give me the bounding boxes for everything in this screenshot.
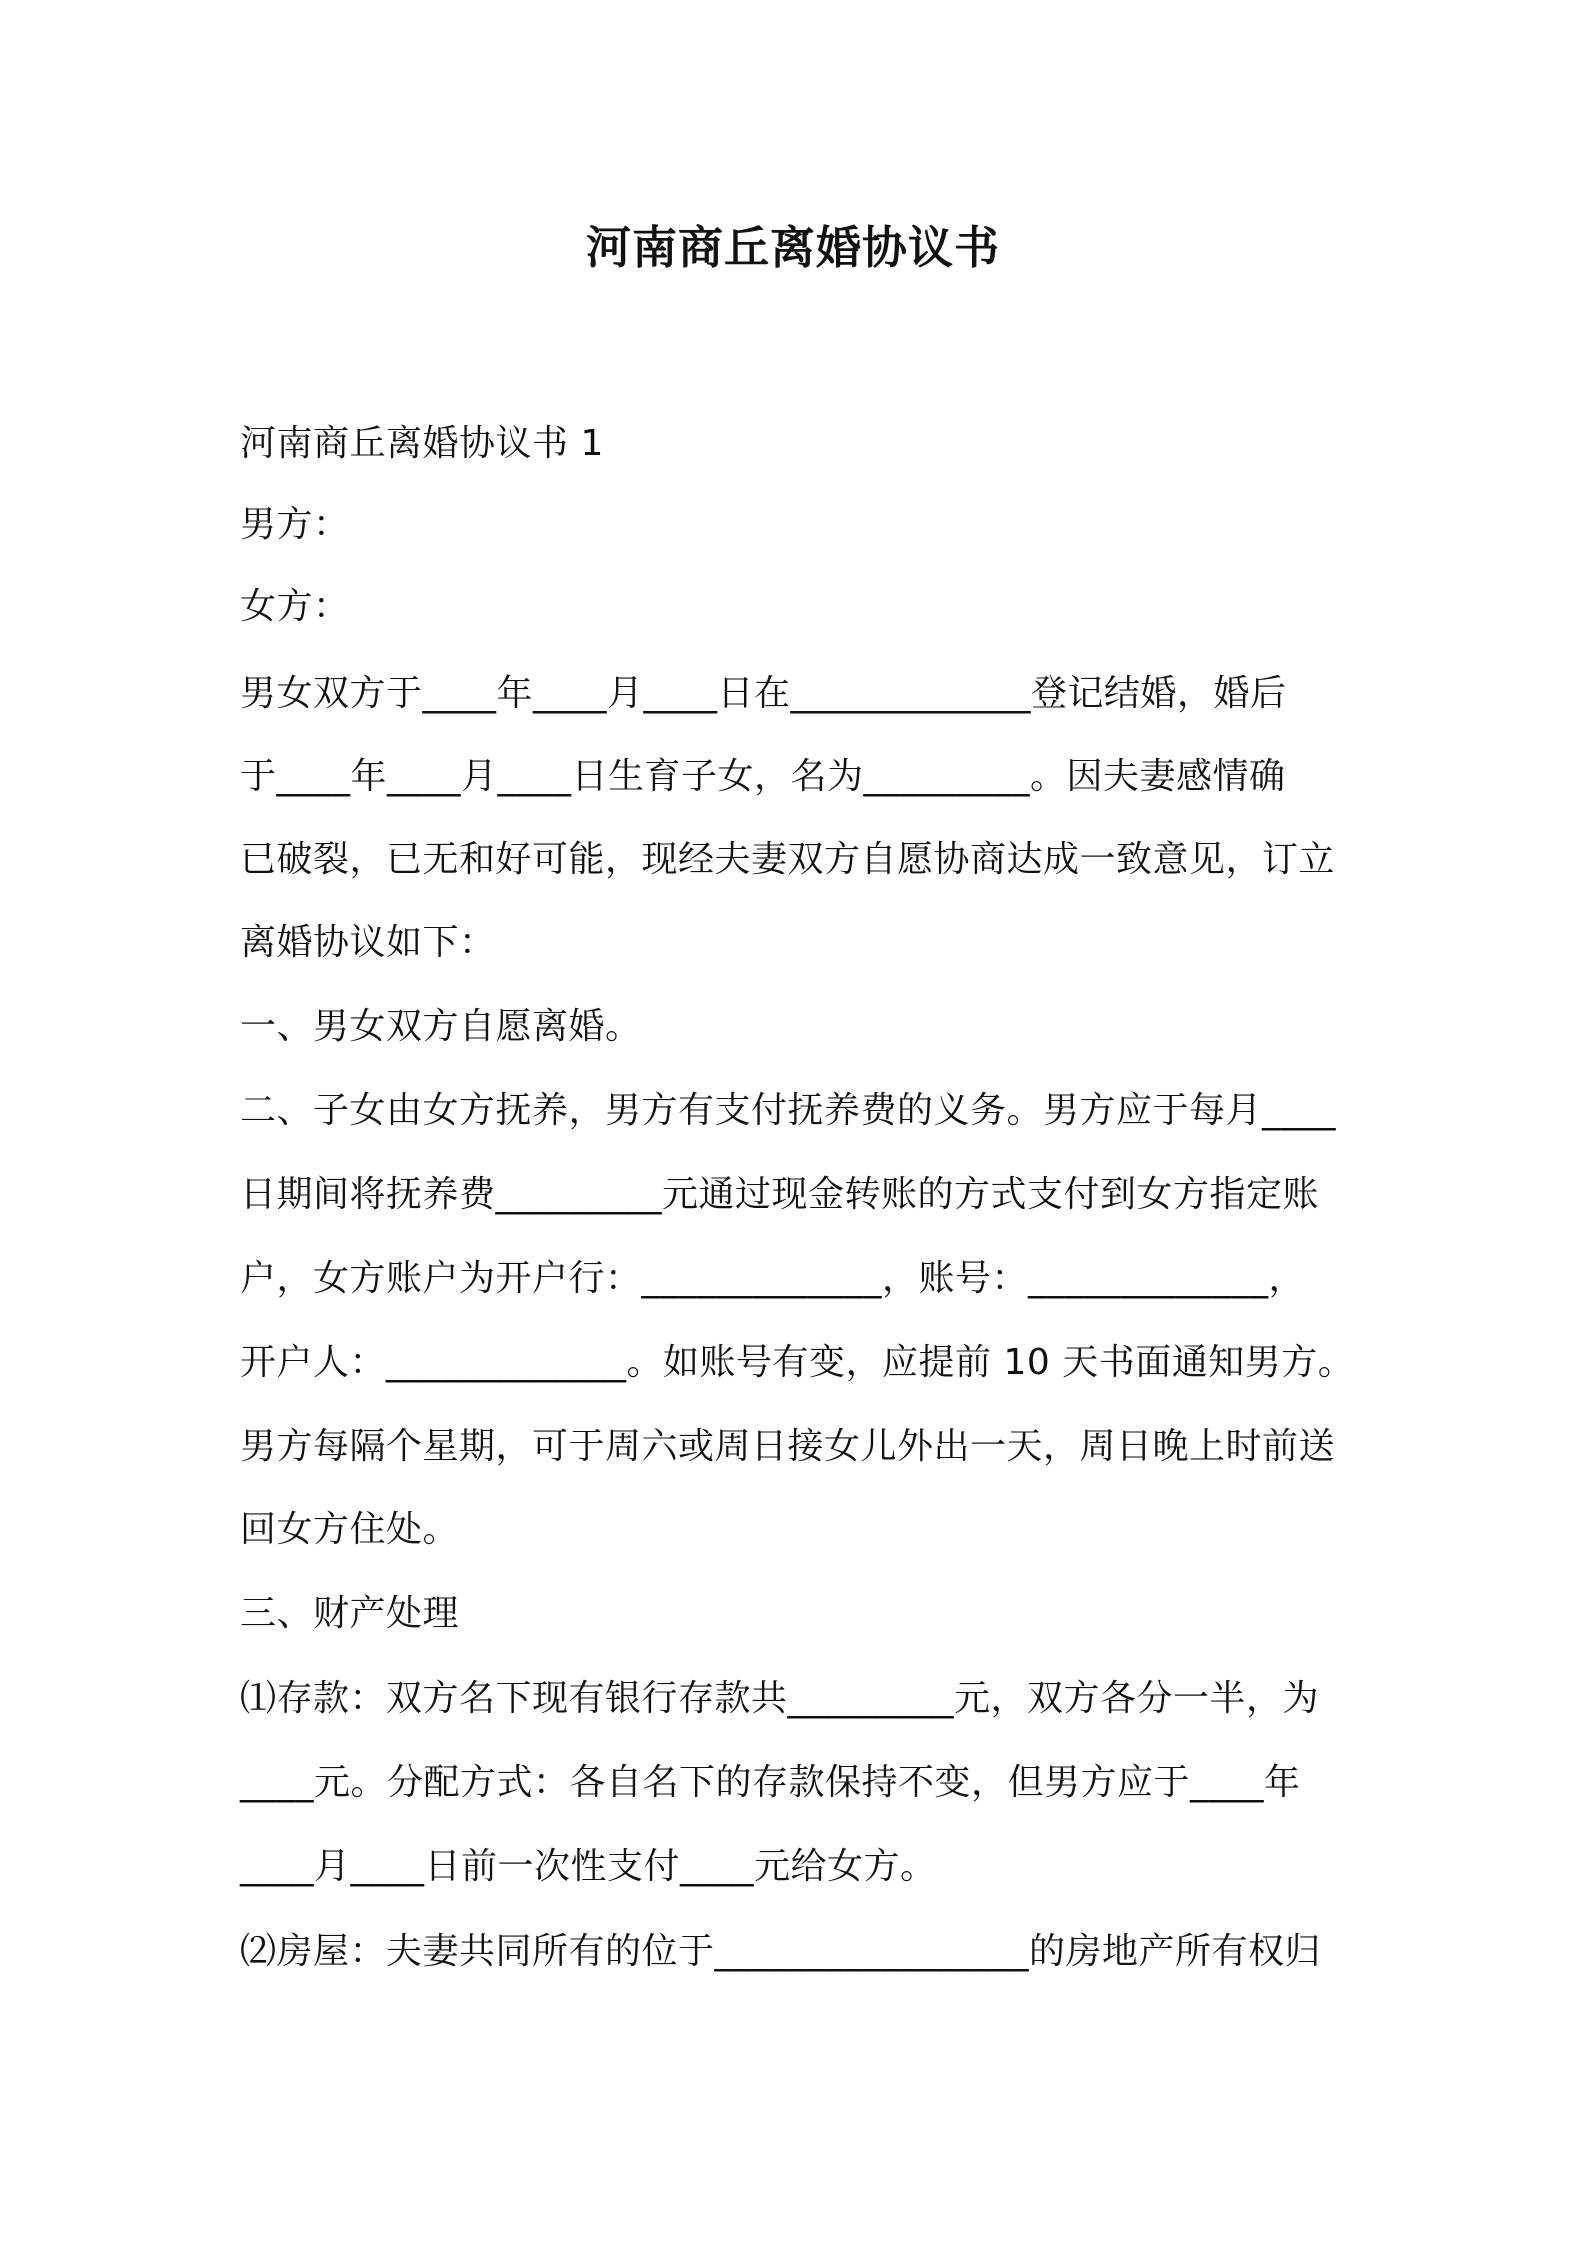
clause-one: 一、男女双方自愿离婚。 — [240, 1006, 642, 1047]
female-party-line: 女方： — [240, 586, 350, 627]
body-text-line: 于____年____月____日生育子女，名为_________。因夫妻感情确 — [240, 756, 1286, 797]
clause-three-item-line: ⑵房屋：夫妻共同所有的位于_________________的房地产所有权归 — [240, 1931, 1322, 1972]
body-text-line: 已破裂，已无和好可能，现经夫妻双方自愿协商达成一致意见，订立 — [240, 839, 1336, 880]
clause-three-item-line: ____月____日前一次性支付____元给女方。 — [240, 1846, 937, 1887]
document-title: 河南商丘离婚协议书 — [585, 221, 1000, 274]
clause-two-line: 户，女方账户为开户行：_____________，账号：_____________， — [240, 1258, 1306, 1299]
body-text-line: 男女双方于____年____月____日在_____________登记结婚，婚后 — [240, 673, 1287, 714]
clause-two-line: 回女方住处。 — [240, 1509, 460, 1550]
clause-two-line: 二、子女由女方抚养，男方有支付抚养费的义务。男方应于每月____ — [240, 1090, 1337, 1131]
clause-two-line: 日期间将抚养费_________元通过现金转账的方式支付到女方指定账 — [240, 1174, 1320, 1215]
male-party-line: 男方： — [240, 504, 350, 545]
clause-two-line: 男方每隔个星期，可于周六或周日接女儿外出一天，周日晚上时前送 — [240, 1426, 1336, 1467]
clause-two-line: 开户人：_____________。如账号有变，应提前 10 天书面通知男方。 — [240, 1342, 1355, 1383]
clause-three-item-line: ____元。分配方式：各自名下的存款保持不变，但男方应于____年 — [240, 1762, 1301, 1803]
clause-three-item-line: ⑴存款：双方名下现有银行存款共_________元，双方各分一半，为 — [240, 1678, 1320, 1719]
clause-three-heading: 三、财产处理 — [240, 1593, 460, 1634]
body-text-line: 离婚协议如下： — [240, 922, 496, 963]
section-heading: 河南商丘离婚协议书 1 — [240, 423, 604, 464]
